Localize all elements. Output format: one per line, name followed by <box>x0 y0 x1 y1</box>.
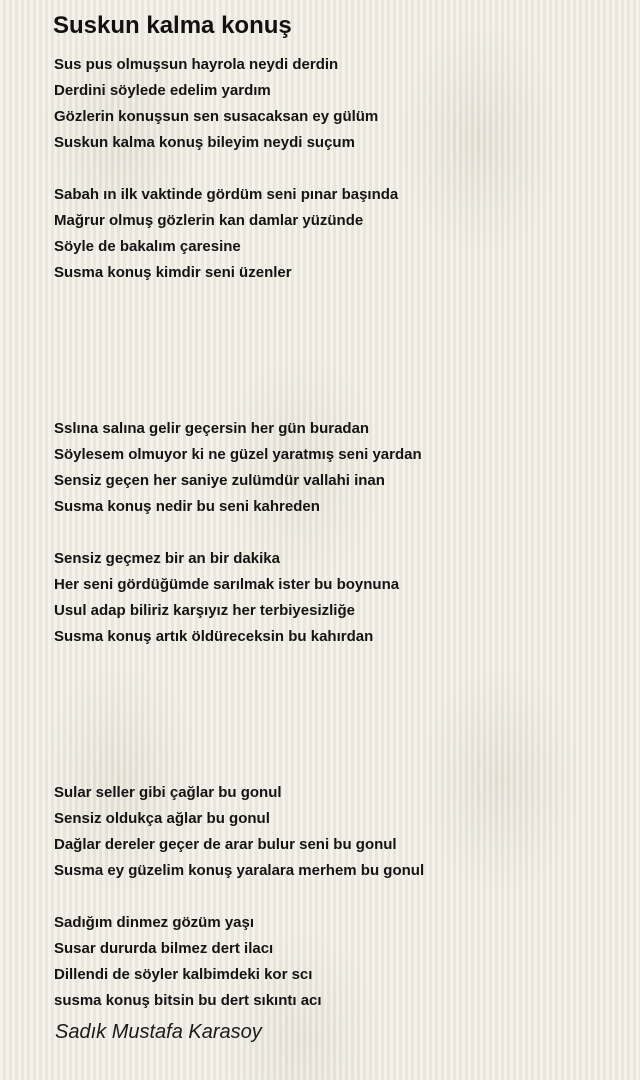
stanza-break <box>54 312 614 338</box>
poem-line: Sslına salına gelir geçersin her gün buradan <box>54 420 370 437</box>
poem-line: Sular seller gibi çağlar bu gonul <box>54 784 282 801</box>
poem-line: susma konuş bitsin bu dert sıkıntı acı <box>54 992 322 1009</box>
poem-line: Dağlar dereler geçer de arar bulur seni bu gonul <box>54 836 397 853</box>
stanza-break <box>54 286 614 312</box>
poem-body <box>54 52 614 1014</box>
stanza-break <box>54 702 614 728</box>
poem-line: Sensiz oldukça ağlar bu gonul <box>54 810 270 827</box>
stanza-break <box>54 650 614 676</box>
poem-line: Derdini söylede edelim yardım <box>54 82 271 99</box>
poem-line: Suskun kalma konuş bileyim neydi suçum <box>54 134 355 151</box>
poem-line: Söyle de bakalım çaresine <box>54 238 241 255</box>
stanza-break <box>54 156 614 182</box>
poem-line: Sensiz geçmez bir an bir dakika <box>54 550 280 567</box>
stanza-break <box>54 390 614 416</box>
poem-line: Susar dururda bilmez dert ilacı <box>54 940 274 957</box>
poem-line: Susma konuş nedir bu seni kahreden <box>54 498 320 515</box>
stanza-break <box>54 520 614 546</box>
poem-line: Sabah ın ilk vaktinde gördüm seni pınar başında <box>54 186 399 203</box>
poem-line: Mağrur olmuş gözlerin kan damlar yüzünde <box>54 212 364 229</box>
stanza-break <box>54 884 614 910</box>
poem-line: Gözlerin konuşsun sen susacaksan ey gülüm <box>54 108 379 125</box>
stanza-break <box>54 676 614 702</box>
poem-line: Sadığım dinmez gözüm yaşı <box>54 914 255 931</box>
poem-author: Sadık Mustafa Karasoy <box>55 1021 262 1043</box>
stanza-break <box>54 338 614 364</box>
poem-line: Her seni gördüğümde sarılmak ister bu boynuna <box>54 576 400 593</box>
stanza-break <box>54 364 614 390</box>
poem-line: Söylesem olmuyor ki ne güzel yaratmış seni yardan <box>54 446 422 463</box>
poem-title: Suskun kalma konuş <box>53 12 292 39</box>
poem-line: Susma ey güzelim konuş yaralara merhem bu gonul <box>54 862 425 879</box>
stanza-break <box>54 754 614 780</box>
poem-line: Sus pus olmuşsun hayrola neydi derdin <box>54 56 339 73</box>
poem-line: Susma konuş kimdir seni üzenler <box>54 264 292 281</box>
poem-line: Sensiz geçen her saniye zulümdür vallahi inan <box>54 472 385 489</box>
stanza-break <box>54 728 614 754</box>
poem-line: Susma konuş artık öldüreceksin bu kahırdan <box>54 628 374 645</box>
poem-line: Usul adap biliriz karşıyız her terbiyesizliğe <box>54 602 355 619</box>
poem-line: Dillendi de söyler kalbimdeki kor scı <box>54 966 313 983</box>
